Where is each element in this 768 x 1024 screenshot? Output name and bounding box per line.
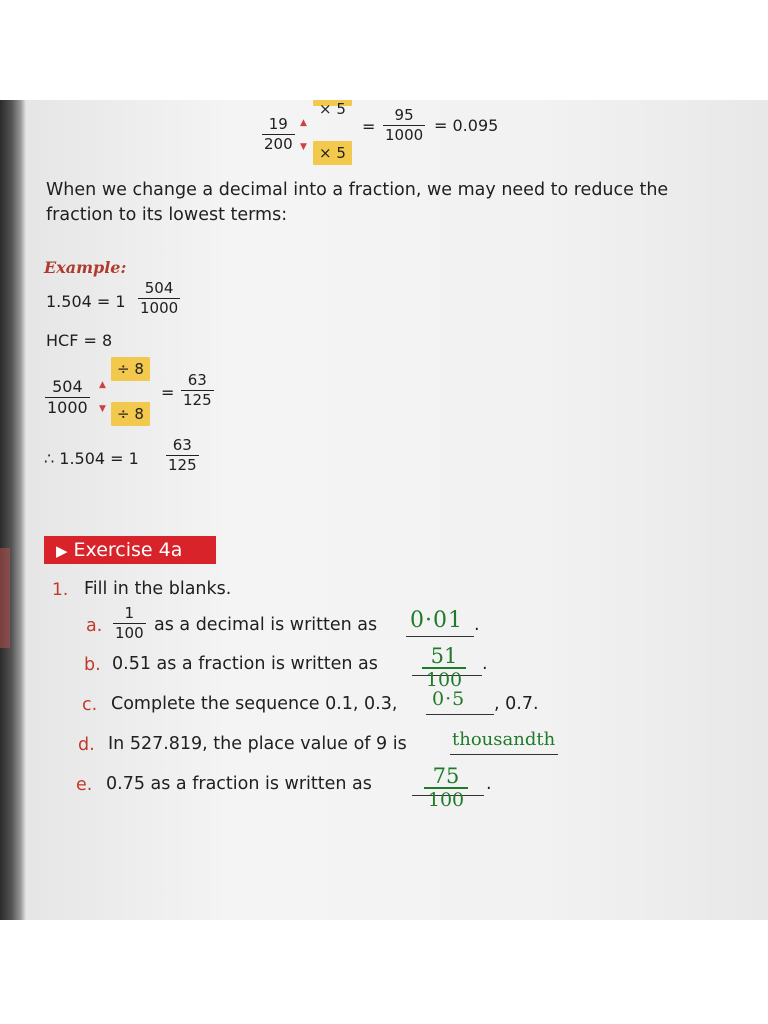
item-trail: , 0.7. [494, 694, 539, 714]
numerator: 63 [172, 436, 192, 454]
hcf-line: HCF = 8 [46, 331, 113, 350]
item-letter: b. [84, 655, 101, 675]
play-triangle-icon: ▶ [56, 542, 68, 560]
denominator: 1000 [140, 299, 179, 317]
item-letter: c. [82, 695, 98, 715]
numerator: 95 [394, 106, 414, 124]
decimal-result: = 0.095 [434, 116, 499, 135]
exercise-title: Exercise 4a [73, 539, 183, 561]
handwritten-answer: thousandth [452, 729, 556, 750]
exercise-header [44, 536, 216, 564]
arrow-up-icon: ▲ [300, 118, 307, 128]
item-letter: a. [86, 616, 103, 636]
example-label: Example: [44, 258, 127, 277]
item-trail: . [474, 615, 480, 635]
arrow-down-icon: ▼ [99, 404, 106, 414]
handwritten-answer: 0·5 [432, 688, 466, 710]
numerator: 63 [187, 371, 207, 389]
item-letter: d. [78, 735, 95, 755]
item-text: Complete the sequence 0.1, 0.3, [111, 694, 398, 714]
denominator: 100 [115, 624, 144, 642]
equals-sign: = [161, 383, 175, 402]
page-edge-tint [0, 548, 10, 648]
equals-sign: = [362, 117, 376, 136]
conversion-fraction-lhs [262, 117, 295, 152]
example-line1-prefix: 1.504 = 1 [46, 292, 126, 311]
question-number: 1. [52, 580, 69, 600]
denominator: 1000 [47, 398, 88, 417]
handwritten-answer-fraction [424, 765, 468, 811]
multiplier-tag-bottom: × 5 [313, 141, 352, 165]
divisor-tag-bottom: ÷ 8 [111, 402, 150, 426]
item-letter: e. [76, 775, 93, 795]
denominator: 125 [168, 456, 197, 474]
answer-blank [426, 714, 494, 715]
item-trail: . [482, 654, 488, 674]
reduced-fraction [181, 373, 214, 408]
denominator: 100 [425, 669, 463, 691]
divisor-tag-top: ÷ 8 [111, 357, 150, 381]
item-fraction [113, 606, 146, 641]
numerator: 504 [144, 279, 174, 297]
numerator: 51 [430, 644, 458, 668]
denominator: 200 [264, 135, 293, 153]
item-trail: . [486, 774, 492, 794]
conclusion-fraction [166, 438, 199, 473]
denominator: 1000 [385, 126, 424, 144]
question-text: Fill in the blanks. [84, 579, 232, 599]
handwritten-answer-fraction [422, 645, 466, 691]
denominator: 100 [427, 789, 465, 811]
item-text: In 527.819, the place value of 9 is [108, 734, 407, 754]
numerator: 75 [432, 764, 460, 788]
item-text: 0.75 as a fraction is written as [106, 774, 372, 794]
numerator: 19 [268, 115, 288, 133]
numerator: 1 [124, 604, 135, 622]
denominator: 125 [183, 391, 212, 409]
example-line1-fraction [138, 281, 180, 316]
arrow-up-icon: ▲ [99, 380, 106, 390]
arrow-down-icon: ▼ [300, 142, 307, 152]
answer-blank [406, 636, 474, 637]
item-text: as a decimal is written as [154, 615, 378, 635]
handwritten-answer: 0·01 [410, 608, 463, 633]
reduce-fraction [45, 379, 90, 416]
page-binding-edge [0, 100, 26, 920]
conversion-fraction-rhs [383, 108, 425, 143]
conclusion-prefix: ∴ 1.504 = 1 [44, 449, 139, 468]
answer-blank [450, 754, 558, 755]
intro-paragraph: When we change a decimal into a fraction, we may need to reduce the fraction to its lowest terms: [46, 180, 669, 225]
multiplier-tag-top [313, 100, 352, 106]
numerator: 504 [52, 377, 83, 396]
item-text: 0.51 as a fraction is written as [112, 654, 378, 674]
